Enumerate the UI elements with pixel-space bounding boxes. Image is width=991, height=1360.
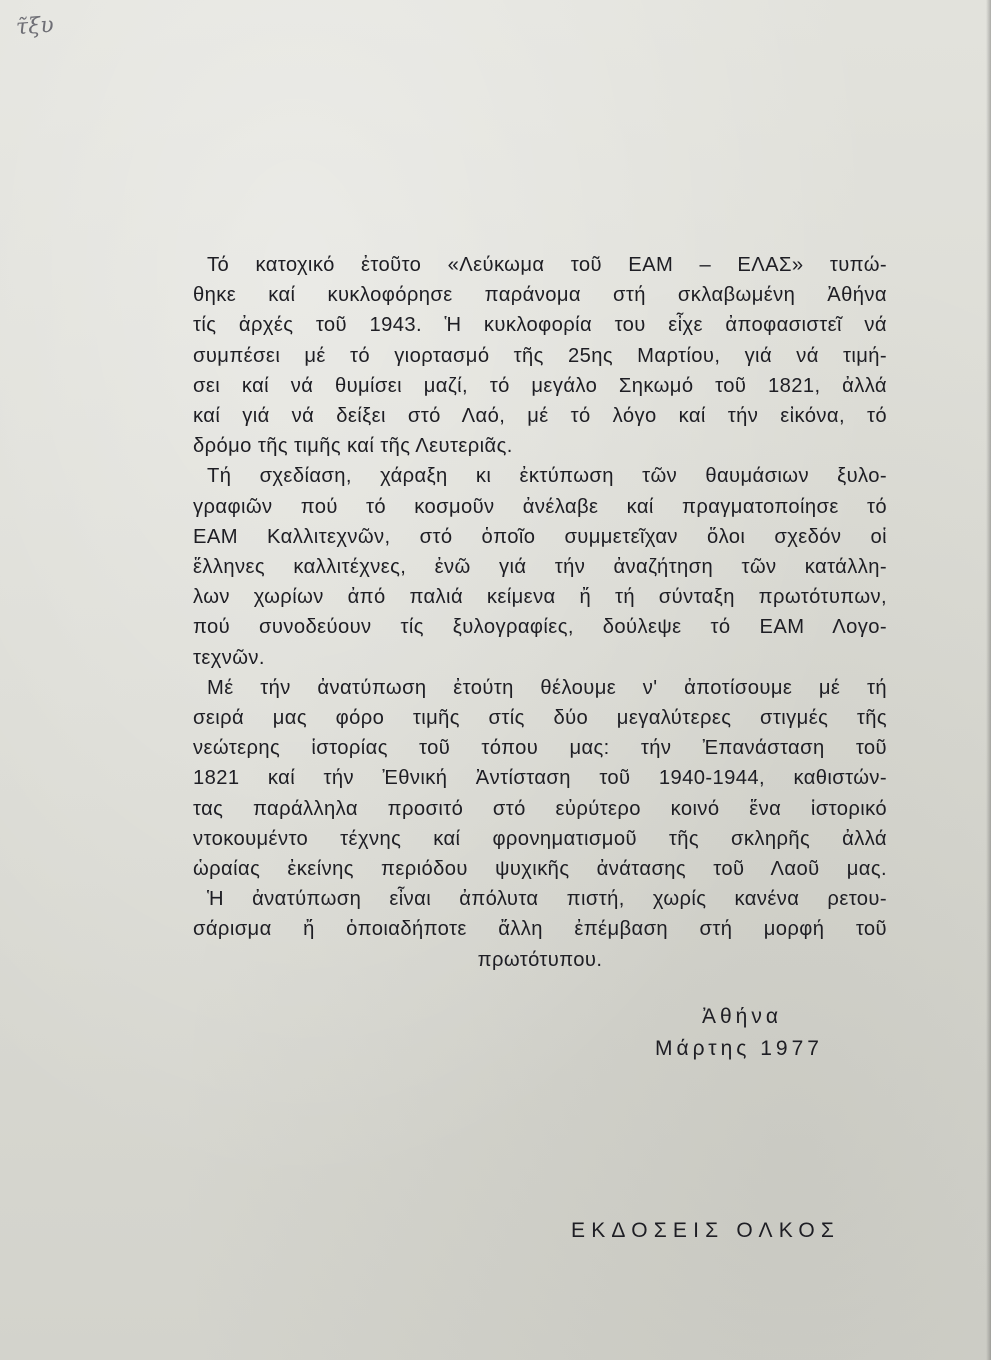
text-line: Τό κατοχικό ἐτοῦτο «Λεύκωμα τοῦ ΕΑΜ – ΕΛΑΣ» τυπώ- (207, 254, 887, 276)
page-edge-shadow (986, 0, 991, 1360)
publisher-name: ΕΚΔΟΣΕΙΣ ΟΛΚΟΣ (571, 1219, 841, 1242)
text-line: γραφιῶν πού τό κοσμοῦν ἀνέλαβε καί πραγματοποίησε τό (193, 495, 887, 518)
paragraph-1 (193, 250, 887, 461)
text-line: δρόμο τῆς τιμῆς καί τῆς Λευτεριᾶς. (193, 435, 513, 458)
text-line: Τή σχεδίαση, χάραξη κι ἐκτύπωση τῶν θαυμάσιων ξυλο- (207, 465, 887, 488)
body-text (193, 250, 887, 975)
text-line: ΕΑΜ Καλλιτεχνῶν, στό ὁποῖο συμμετεῖχαν ὅλοι σχεδόν οἱ (193, 525, 887, 548)
text-line: νεώτερης ἱστορίας τοῦ τόπου μας: τήν Ἐπανάσταση τοῦ (193, 737, 887, 760)
text-line: σειρά μας φόρο τιμῆς στίς δύο μεγαλύτερες στιγμές τῆς (193, 707, 887, 730)
text-line: Μέ τήν ἀνατύπωση ἐτούτη θέλουμε ν' ἀποτίσουμε μέ τή (207, 676, 887, 699)
text-line: τας παράλληλα προσιτό στό εὐρύτερο κοινό ἕνα ἱστορικό (193, 797, 887, 820)
text-line: ντοκουμέντο τέχνης καί φρονηματισμοῦ τῆς σκληρῆς ἀλλά (193, 827, 887, 850)
text-line: συμπέσει μέ τό γιορτασμό τῆς 25ης Μαρτίου, γιά νά τιμή- (193, 344, 887, 367)
text-line: καί γιά νά δείξει στό Λαό, μέ τό λόγο καί τήν εἰκόνα, τό (193, 405, 887, 428)
pencil-annotation: τ̃ξυ (15, 12, 55, 41)
text-line: πρωτότυπου. (477, 948, 603, 971)
signature-date: Μάρτης 1977 (655, 1037, 823, 1060)
text-line: Ἡ ἀνατύπωση εἶναι ἀπόλυτα πιστή, χωρίς κανένα ρετου- (207, 888, 887, 911)
paragraph-2 (193, 461, 887, 672)
text-line: λων χωρίων ἀπό παλιά κείμενα ἤ τή σύνταξη πρωτότυπων, (193, 586, 887, 609)
text-line: τίς ἀρχές τοῦ 1943. Ἡ κυκλοφορία του εἶχε ἀποφασιστεῖ νά (193, 314, 887, 337)
paragraph-4 (193, 884, 887, 975)
text-line: σάρισμα ἤ ὁποιαδήποτε ἄλλη ἐπέμβαση στή μορφή τοῦ (193, 918, 887, 941)
paragraph-3 (193, 673, 887, 884)
text-line: θηκε καί κυκλοφόρησε παράνομα στή σκλαβωμένη Ἀθήνα (193, 284, 887, 307)
signature-place: Ἀθήνα (702, 1005, 783, 1028)
text-line: σει καί νά θυμίσει μαζί, τό μεγάλο Σηκωμό τοῦ 1821, ἀλλά (193, 374, 887, 397)
text-line: 1821 καί τήν Ἐθνική Ἀντίσταση τοῦ 1940-1944, καθιστών- (193, 767, 887, 790)
text-line: ἕλληνες καλλιτέχνες, ἐνῶ γιά τήν ἀναζήτηση τῶν κατάλλη- (193, 556, 887, 579)
text-line: τεχνῶν. (193, 646, 265, 669)
text-line: ὡραίας ἐκείνης περιόδου ψυχικῆς ἀνάτασης τοῦ Λαοῦ μας. (193, 858, 887, 881)
text-line: πού συνοδεύουν τίς ξυλογραφίες, δούλεψε τό ΕΑΜ Λογο- (193, 616, 887, 639)
